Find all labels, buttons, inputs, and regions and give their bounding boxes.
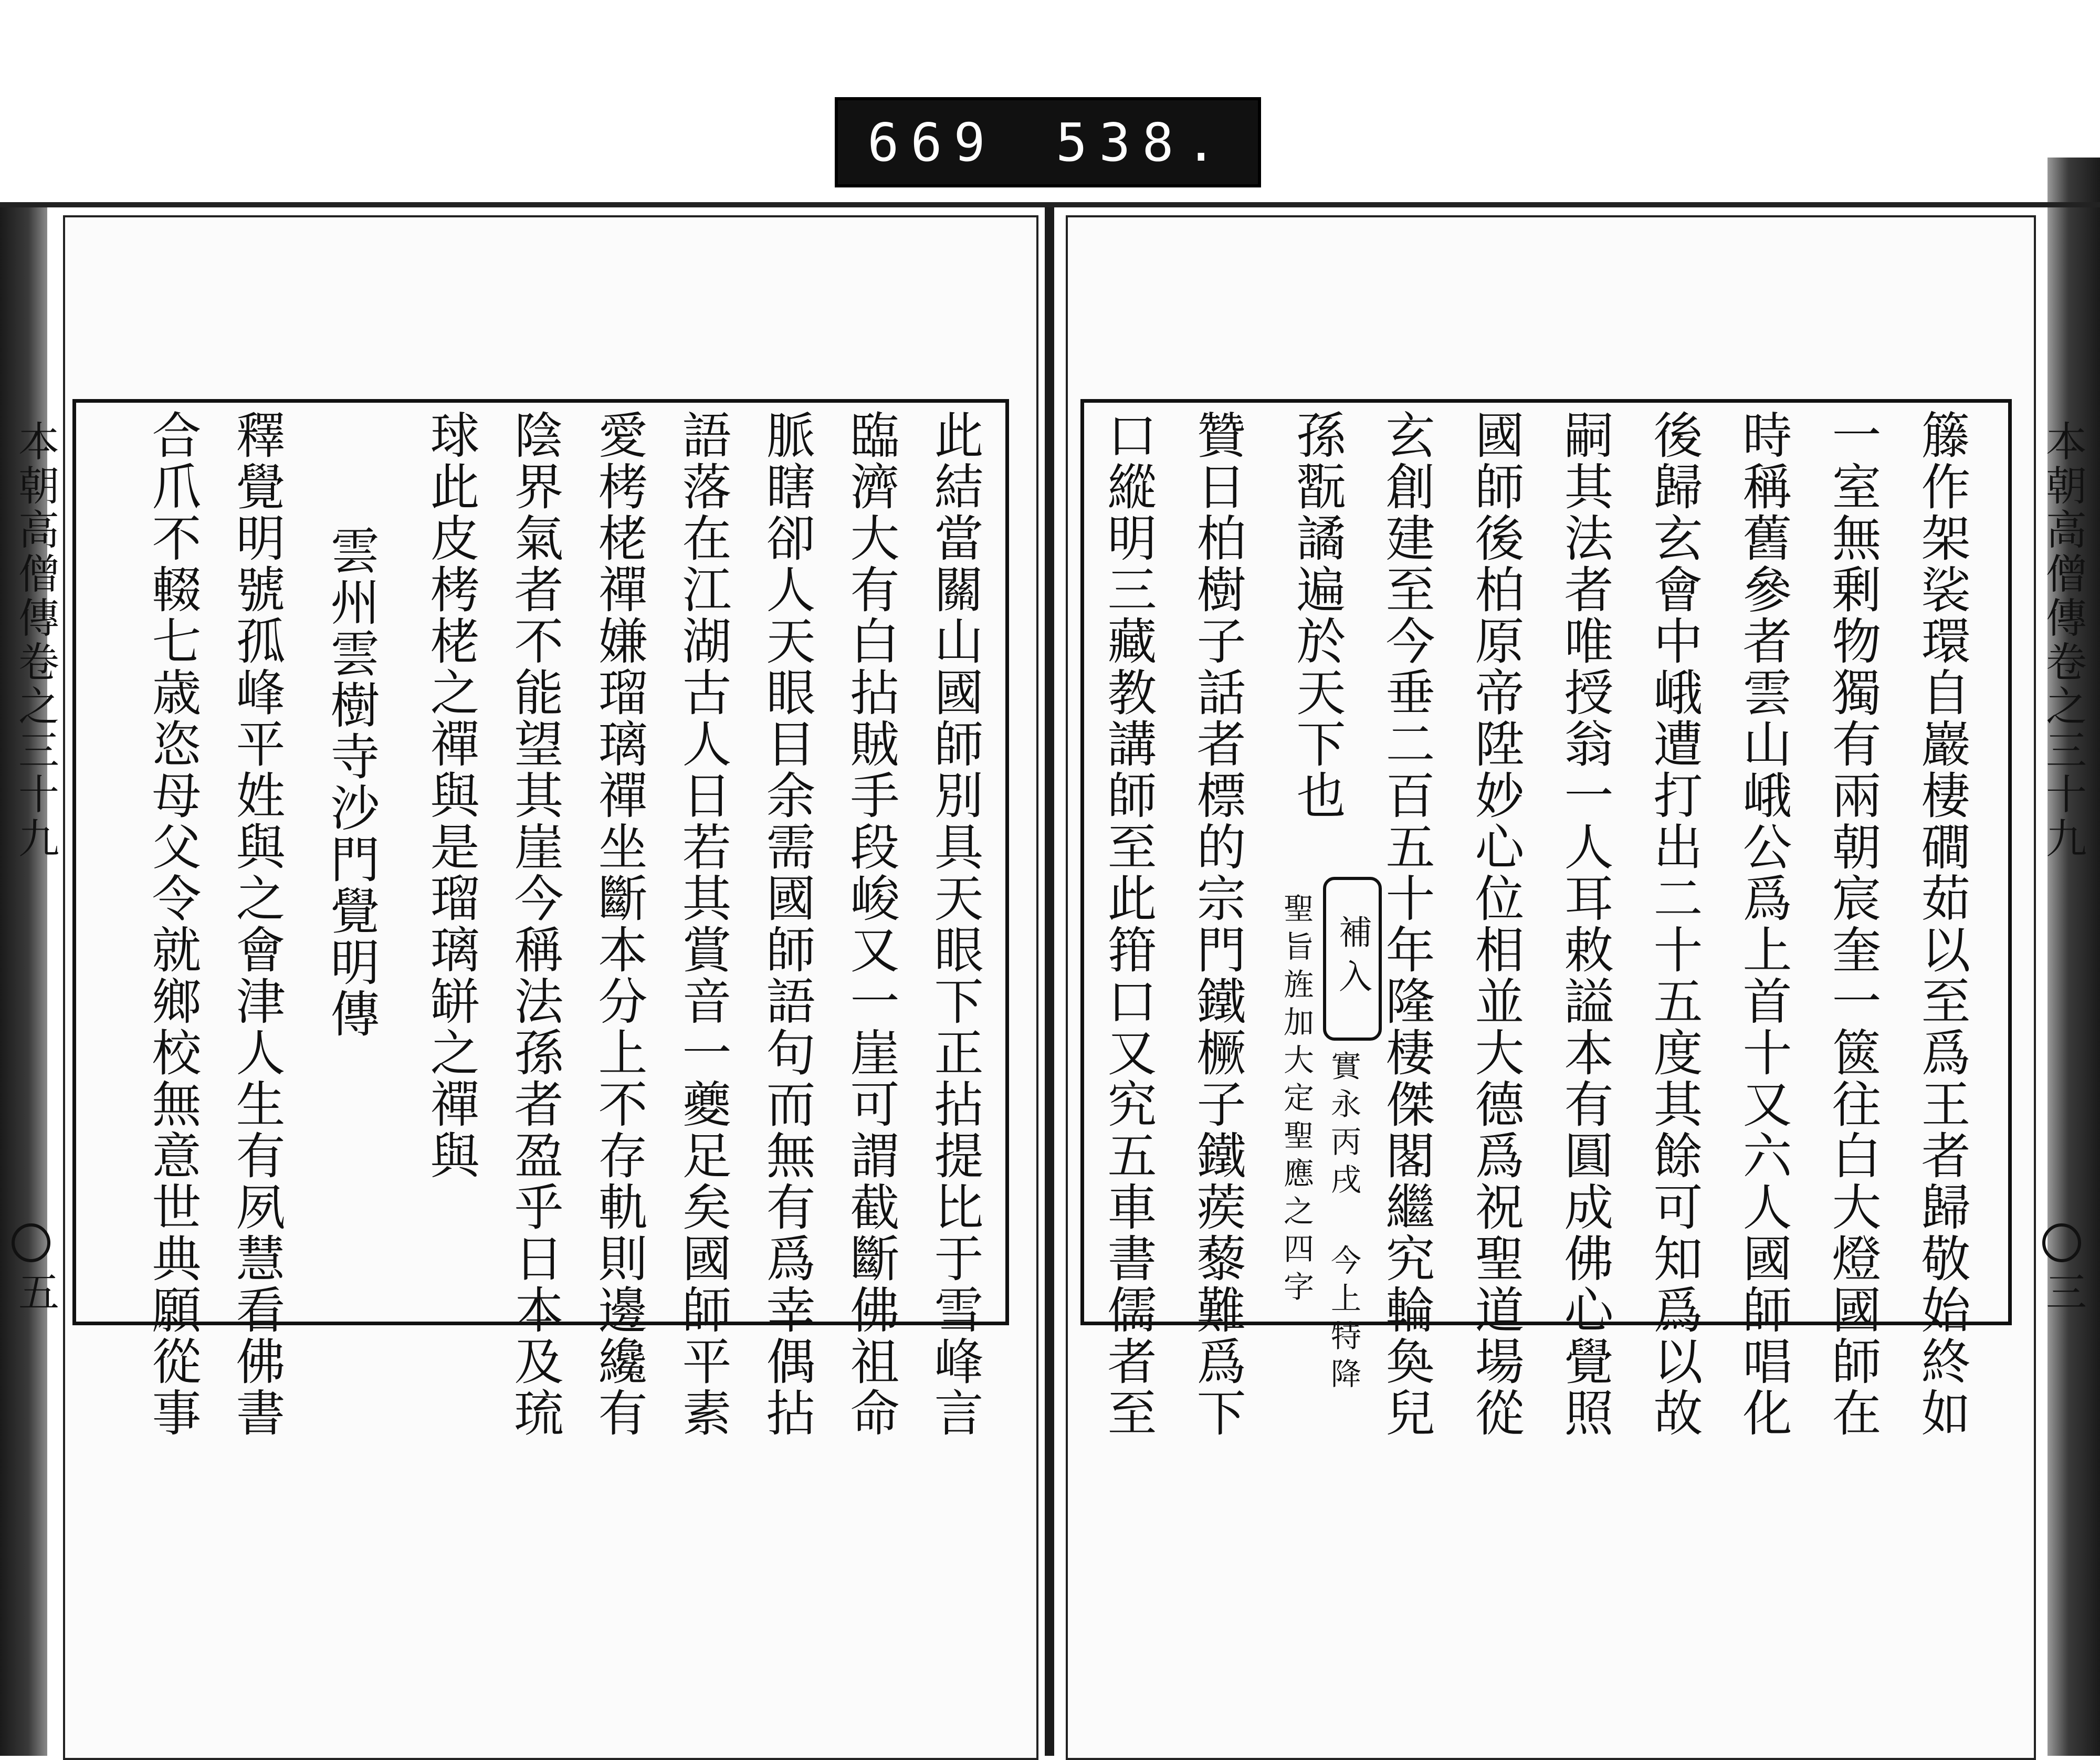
text-column: 國師後柏原帝陞妙心位相並大德爲祝聖道場從 <box>1466 410 1524 1439</box>
text-column: 此結當關山國師別具天眼下正拈提比于雪峰言 <box>926 410 983 1439</box>
scan-number-right: 538. <box>1056 111 1228 173</box>
text-column: 孫翫譎遍於天下也 <box>1288 410 1345 821</box>
text-column: 球此皮栲栳之禪與是瑠璃缾之禪與 <box>422 410 479 1181</box>
text-column: 贊日柏樹子話者標的宗門鐵橛子鐵蒺藜難爲下 <box>1188 410 1245 1439</box>
folio-circle-icon <box>2042 1223 2081 1262</box>
text-column: 脈瞎卻人天眼目余需國師語句而無有爲幸偶拈 <box>758 410 815 1439</box>
book-top-edge <box>0 202 2100 207</box>
folio-circle-icon <box>12 1223 50 1262</box>
text-column: 時稱舊參者雲山峨公爲上首十又六人國師唱化 <box>1734 410 1791 1439</box>
supplement-box <box>1323 877 1382 1041</box>
supplement-label: 補入 <box>1333 915 1372 1003</box>
text-column: 玄創建至今垂二百五十年隆棲傑閣繼究輪奐兒 <box>1377 410 1434 1439</box>
text-column: 臨濟大有白拈賊手段峻又一崖可謂截斷佛祖命 <box>842 410 899 1439</box>
text-column: 語落在江湖古人日若其賞音一夔足矣國師平素 <box>674 410 731 1439</box>
book-spine <box>1045 207 1054 1756</box>
right-margin-title: 本朝高僧傳卷之三十九 <box>2039 420 2086 861</box>
text-column: 嗣其法者唯授翁一人耳敕謚本有圓成佛心覺照 <box>1556 410 1613 1439</box>
scan-number-left: 669 <box>867 111 997 173</box>
text-column: 後歸玄會中峨遭打出二十五度其餘可知爲以故 <box>1645 410 1702 1439</box>
text-column: 陰界氣者不能望其崖今稱法孫者盈乎日本及琉 <box>506 410 563 1439</box>
right-folio: 三 <box>2039 1271 2086 1315</box>
annotation-line: 實永丙戌 今上特降 <box>1326 1050 1361 1396</box>
left-margin-title: 本朝高僧傳卷之三十九 <box>12 420 59 861</box>
annotation-line: 聖旨旌加大定聖應之四字 <box>1278 893 1314 1308</box>
text-column: 愛栲栳禪嫌瑠璃禪坐斷本分上不存軌則邊纔有 <box>590 410 647 1439</box>
text-column: 一室無剰物獨有兩朝宸奎一篋往白大燈國師在 <box>1823 410 1881 1439</box>
scan-number-label <box>835 97 1261 187</box>
left-folio: 五 <box>12 1271 59 1315</box>
right-binding-shadow <box>2048 158 2100 1756</box>
text-column: 合爪不輟七歳恣母父令就鄉校無意世典願從事 <box>143 410 201 1439</box>
text-column: 籐作架裟環自巖棲磵茹以至爲王者歸敬始終如 <box>1913 410 1970 1439</box>
text-column: 口縱明三藏教講師至此箝口又究五車書儒者至 <box>1099 410 1156 1439</box>
text-column: 釋覺明號孤峰平姓與之會津人生有夙慧看佛書 <box>227 410 285 1439</box>
section-title: 雲州雲樹寺沙門覺明傳 <box>322 525 379 1040</box>
